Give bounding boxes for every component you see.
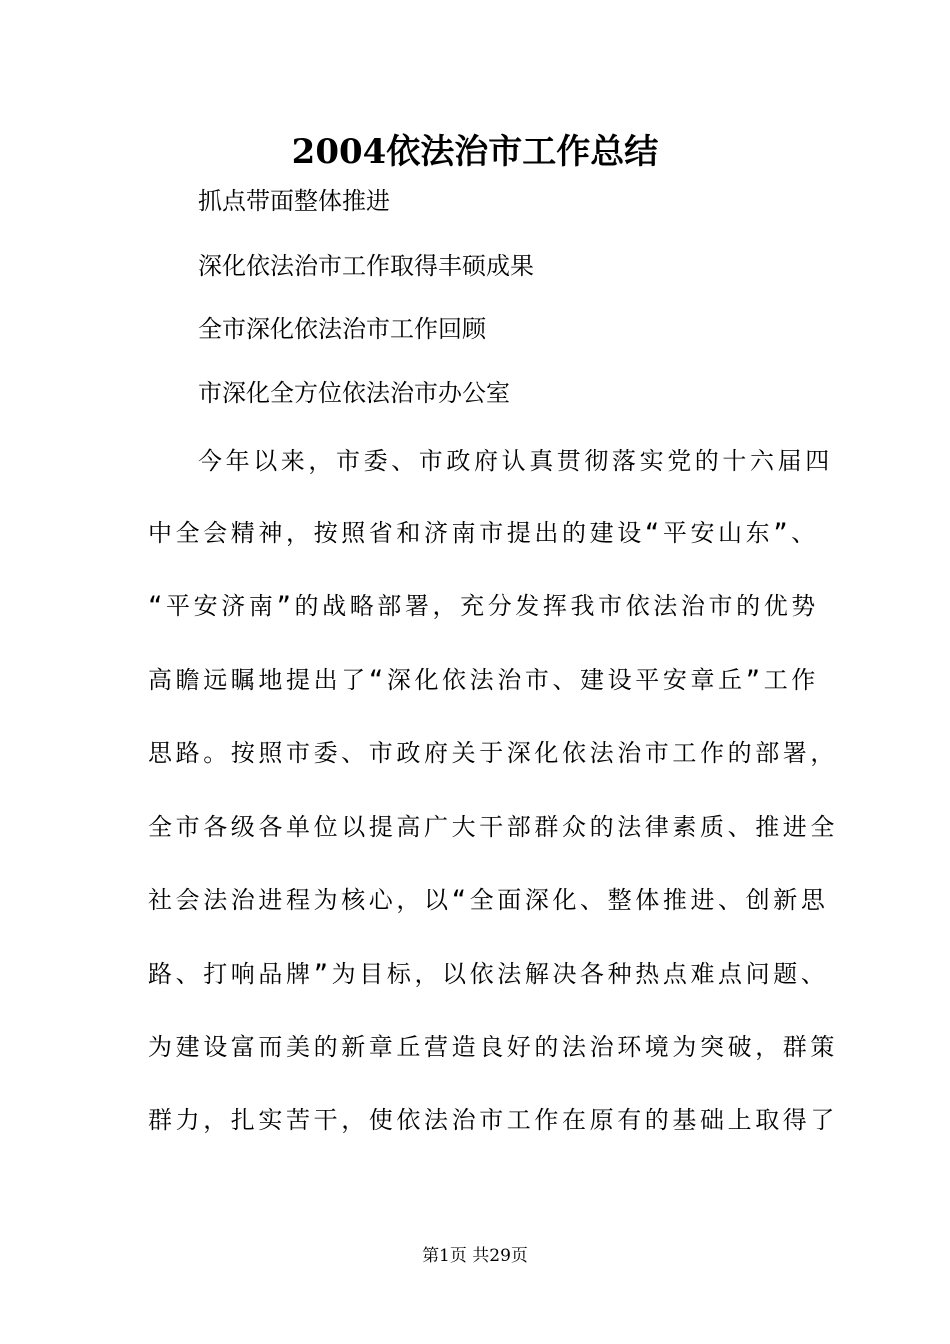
body-line-6: 全市各级各单位以提高广大干部群众的法律素质、推进全 xyxy=(148,813,838,841)
document-title: 2004依法治市工作总结 xyxy=(291,132,659,172)
body-line-2: 中全会精神，按照省和济南市提出的建设“平安山东”、 xyxy=(148,519,819,547)
body-line-9: 为建设富而美的新章丘营造良好的法治环境为突破，群策 xyxy=(148,1033,838,1061)
subheading-3: 全市深化依法治市工作回顾 xyxy=(198,315,486,343)
body-line-4: 高瞻远瞩地提出了“深化依法治市、建设平安章丘”工作 xyxy=(148,666,819,694)
subheading-4: 市深化全方位依法治市办公室 xyxy=(198,379,510,407)
subheading-1: 抓点带面整体推进 xyxy=(198,187,390,215)
page-number: 第1页 共29页 xyxy=(422,1246,528,1266)
body-line-8: 路、打响品牌”为目标，以依法解决各种热点难点问题、 xyxy=(148,960,829,988)
body-line-3: “平安济南”的战略部署，充分发挥我市依法治市的优势 xyxy=(148,592,819,620)
body-line-10: 群力，扎实苦干，使依法治市工作在原有的基础上取得了 xyxy=(148,1106,838,1134)
subheading-2: 深化依法治市工作取得丰硕成果 xyxy=(198,252,534,280)
body-line-1: 今年以来，市委、市政府认真贯彻落实党的十六届四 xyxy=(198,447,833,475)
body-line-5: 思路。按照市委、市政府关于深化依法治市工作的部署， xyxy=(148,739,838,767)
body-line-7: 社会法治进程为核心，以“全面深化、整体推进、创新思 xyxy=(148,886,829,914)
